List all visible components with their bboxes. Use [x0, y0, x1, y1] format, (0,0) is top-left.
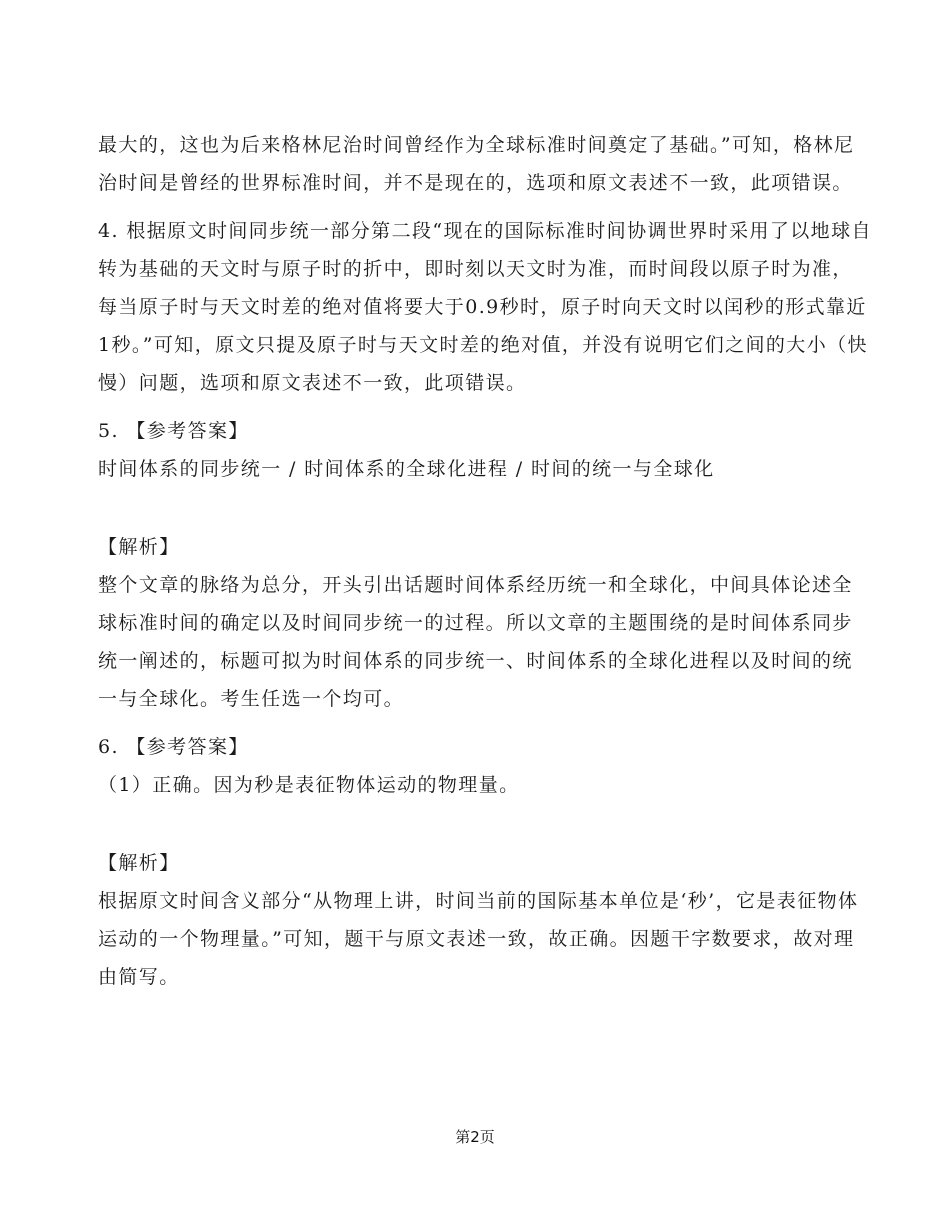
item-5-heading: 5. 【参考答案】 — [98, 420, 249, 442]
page-number: 第2页 — [455, 1128, 495, 1146]
document-body — [98, 126, 873, 996]
item-6-analysis-label: 【解析】 — [98, 852, 180, 874]
item-5-analysis-label: 【解析】 — [98, 536, 180, 558]
item-4-paragraph: 4. 根据原文时间同步统一部分第二段“现在的国际标准时间协调世界时采用了以地球自转为基础的天文时与原子时的折中，即时刻以天文时为准，而时间段以原子时为准，每当原子时与天文时差的绝对值将要大于0.9秒时，原子时向天文时以闰秒的形式靠近1秒。”可知，原文只提及原子时与天文时差的绝对值，并没有说明它们之间的大小（快慢）问题，选项和原文表述不一致，此项错误。 — [98, 220, 872, 394]
item-6-heading: 6. 【参考答案】 — [98, 736, 249, 758]
item-5-answer: 时间体系的同步统一 / 时间体系的全球化进程 / 时间的统一与全球化 — [98, 458, 715, 480]
item-6-analysis: 根据原文时间含义部分“从物理上讲，时间当前的国际基本单位是‘秒’，它是表征物体运动的一个物理量。”可知，题干与原文表述一致，故正确。因题干字数要求，故对理由简写。 — [98, 890, 859, 988]
continuation-paragraph: 最大的，这也为后来格林尼治时间曾经作为全球标准时间奠定了基础。”可知，格林尼治时间是曾经的世界标准时间，并不是现在的，选项和原文表述不一致，此项错误。 — [98, 134, 855, 194]
item-6-answer: （1）正确。因为秒是表征物体运动的物理量。 — [98, 774, 520, 796]
item-5-analysis: 整个文章的脉络为总分，开头引出话题时间体系经历统一和全球化，中间具体论述全球标准时间的确定以及时间同步统一的过程。所以文章的主题围绕的是时间体系同步统一阐述的，标题可拟为时间体系的同步统一、时间体系的全球化进程以及时间的统一与全球化。考生任选一个均可。 — [98, 574, 853, 710]
